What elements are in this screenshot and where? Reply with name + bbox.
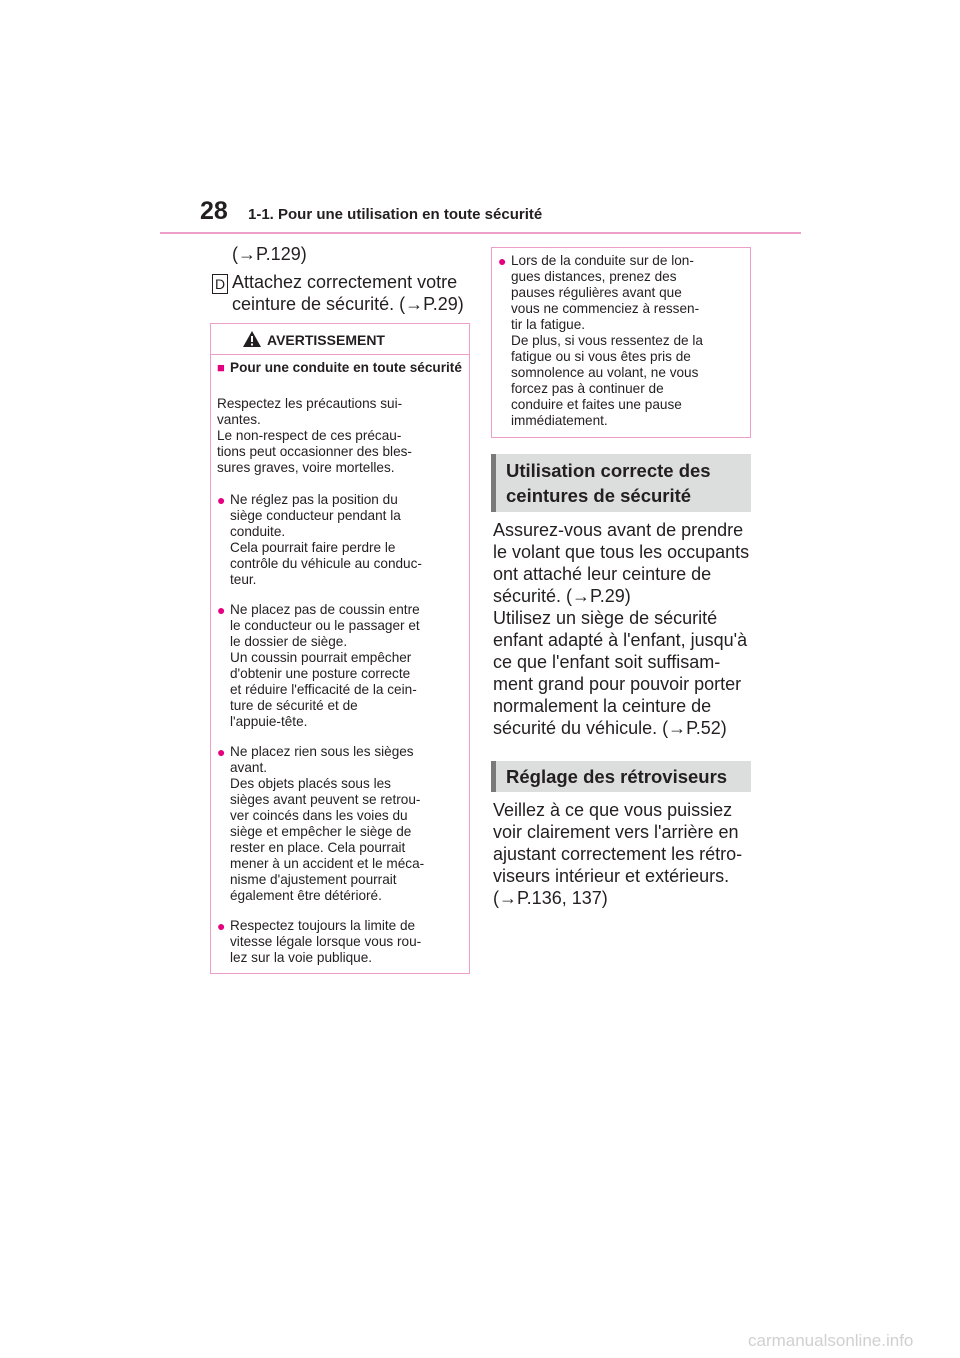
warning-triangle-icon — [243, 331, 261, 347]
section-title: 1-1. Pour une utilisation en toute sécurité — [248, 206, 543, 223]
circle-bullet-icon: ● — [217, 492, 226, 508]
circle-bullet-icon: ● — [498, 253, 507, 269]
square-bullet-icon: ■ — [217, 360, 225, 375]
seatbelt-body-text: Assurez-vous avant de prendre le volant que tous les occupants ont attaché leur ceinture de sécurité. (→P.29) Utilisez un siège de sécurité enfant adapté à l'enfant, jusqu'à ce que l'enfant soit suffisam- ment grand pour pouvoir porter normalement la ceinture de sécurité du véhicule. (→P.52) — [493, 520, 750, 738]
page-number: 28 — [200, 197, 228, 225]
section-heading-seatbelts: Utilisation correcte des ceintures de sécurité — [491, 454, 751, 512]
warning-intro: Respectez les précautions sui- vantes. Le non-respect de ces précau- tions peut occasionner des bles- sures graves, voire mortelles. — [217, 396, 412, 475]
item-letter-badge: D — [212, 274, 228, 294]
warning-title: AVERTISSEMENT — [267, 332, 385, 348]
warning-bullet-text: Lors de la conduite sur de lon- gues distances, prenez des pauses régulières avant que vous ne commenciez à ressen- tir la fatigue. De plus, si vous ressentez de la fatigue ou si vous êtes pris de somnolence au volant, ne vous forcez pas à continuer de conduire et faites une pause immédiatement. — [511, 253, 703, 428]
mirrors-body-text: Veillez à ce que vous puissiez voir clairement vers l'arrière en ajustant correctement les rétro- viseurs intérieur et extérieurs. (→P.136, 137) — [493, 800, 743, 908]
warning-bullet-text: Respectez toujours la limite de vitesse légale lorsque vous rou- lez sur la voie publique. — [230, 918, 422, 965]
header-rule — [160, 232, 801, 234]
section-heading-mirrors: Réglage des rétroviseurs — [491, 761, 751, 792]
circle-bullet-icon: ● — [217, 918, 226, 934]
reference-line: (→P.129) — [232, 244, 307, 264]
warning-box — [210, 323, 470, 974]
circle-bullet-icon: ● — [217, 744, 226, 760]
watermark: carmanualsonline.info — [748, 1331, 914, 1350]
warning-bullet-text: Ne placez rien sous les sièges avant. Des objets placés sous les sièges avant peuvent se retrou- ver coincés dans les voies du siège et empêcher le siège de rester en place. Cela pourrait mener à un accident et le méca- nisme d'ajustement pourrait également être détérioré. — [230, 744, 425, 903]
warning-continued-box — [491, 247, 751, 438]
warning-subheading-text: Pour une conduite en toute sécurité — [230, 360, 462, 375]
item-d-text: Attachez correctement votre ceinture de sécurité. (→P.29) — [232, 272, 464, 314]
warning-header — [211, 324, 469, 355]
warning-bullet-text: Ne réglez pas la position du siège conducteur pendant la conduite. Cela pourrait faire perdre le contrôle du véhicule au conduc- teur. — [230, 492, 422, 587]
circle-bullet-icon: ● — [217, 602, 226, 618]
warning-bullet-text: Ne placez pas de coussin entre le conducteur ou le passager et le dossier de siège. Un coussin pourrait empêcher d'obtenir une posture correcte et réduire l'efficacité de la cein- ture de sécurité et de l'appuie-tête. — [230, 602, 420, 729]
